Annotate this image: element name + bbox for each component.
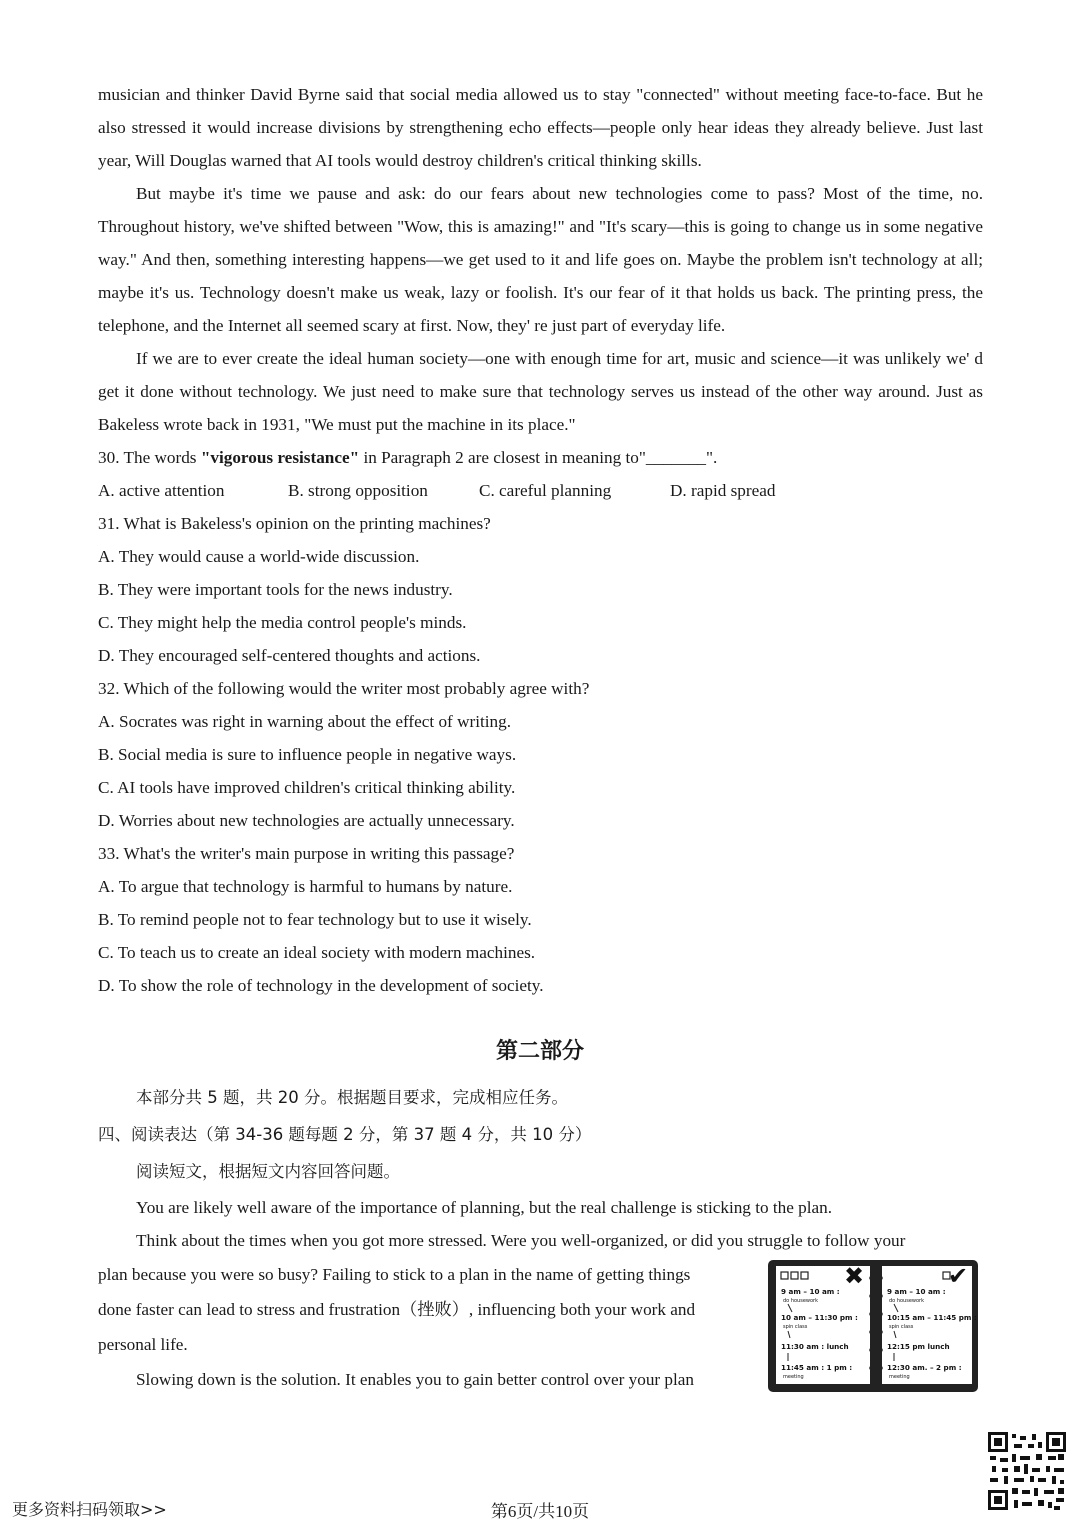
footer-promo-link[interactable]: 更多资料扫码领取>> — [12, 1500, 167, 1519]
left-time-2: 10 am – 11:30 pm : — [781, 1313, 858, 1322]
question-33-stem: 33. What's the writer's main purpose in writing this passage? — [98, 844, 515, 863]
question-30-option-a: A. active attention — [98, 481, 225, 500]
check-mark-icon: ✔ — [948, 1262, 969, 1290]
right-time-3: 12:15 pm lunch — [887, 1342, 950, 1351]
left-time-4: 11:45 am : 1 pm : — [781, 1363, 853, 1372]
question-33-option-a: A. To argue that technology is harmful to humans by nature. — [98, 877, 513, 896]
right-time-2: 10:15 am – 11:45 pm : — [887, 1313, 977, 1322]
question-30-bold-phrase: "vigorous resistance" — [200, 448, 360, 467]
question-30-prefix: 30. The words — [98, 448, 201, 467]
reading-instruction: 阅读短文，根据短文内容回答问题。 — [136, 1162, 400, 1181]
passage-paragraph-3: If we are to ever create the ideal human society—one with enough time for art, music and science—it was unlikely we' d get it done without technology. We just need to make sure that technology serves us instead of the other way around. Just as Bakeless wrote back in 1931, "We must put the machine in its place." — [98, 349, 983, 434]
question-30-stem — [98, 441, 983, 474]
right-time-4: 12:30 am. – 2 pm : — [887, 1363, 962, 1372]
question-32-option-d: D. Worries about new technologies are actually unnecessary. — [98, 811, 515, 830]
page-number: 第6页/共10页 — [490, 1502, 590, 1521]
question-30-option-b: B. strong opposition — [288, 481, 428, 500]
question-33-option-d: D. To show the role of technology in the development of society. — [98, 976, 544, 995]
question-30-option-c: C. careful planning — [479, 481, 612, 500]
question-32-option-a: A. Socrates was right in warning about the effect of writing. — [98, 712, 512, 731]
part-two-paragraph-2-line-2: plan because you were so busy? Failing to stick to a plan in the name of getting things — [98, 1265, 691, 1284]
right-note-2: spin class — [889, 1324, 914, 1330]
question-33-option-b: B. To remind people not to fear technology but to use it wisely. — [98, 910, 532, 929]
question-30-suffix: in Paragraph 2 are closest in meaning to"_______". — [359, 448, 718, 467]
left-note-4: meeting — [783, 1374, 804, 1380]
section-four-heading: 四、阅读表达（第 34-36 题每题 2 分，第 37 题 4 分，共 10 分） — [98, 1125, 592, 1144]
cross-mark-icon: ✖ — [844, 1262, 865, 1290]
question-33-option-c: C. To teach us to create an ideal society with modern machines. — [98, 943, 536, 962]
question-31-option-b: B. They were important tools for the news industry. — [98, 580, 453, 599]
right-note-1: do housework — [889, 1298, 924, 1304]
question-30-options — [98, 474, 983, 507]
reading-passage — [98, 78, 983, 1002]
passage-paragraph-2: But maybe it's time we pause and ask: do our fears about new technologies come to pass? Most of the time, no. Throughout history, we've shifted between "Wow, this is amazing!" and "It's scary—this is going to change us in some negative way." And then, something interesting happens—we get used to it and life goes on. Maybe the problem isn't technology at all; maybe it's us. Technology doesn't make us weak, lazy or foolish. It's our fear of it that holds us back. The printing press, the telephone, and the Internet all seemed scary at first. Now, they' re just part of everyday life. — [98, 184, 983, 335]
part-two-title: 第二部分 — [495, 1039, 584, 1064]
part-two-passage — [98, 1191, 983, 1257]
part-two-intro: 本部分共 5 题，共 20 分。根据题目要求，完成相应任务。 — [136, 1088, 568, 1107]
left-time-3: 11:30 am : lunch — [781, 1342, 849, 1351]
part-two-paragraph-1: You are likely well aware of the importance of planning, but the real challenge is sticking to the plan. — [136, 1198, 833, 1217]
left-note-1: do housework — [783, 1298, 818, 1304]
left-note-2: spin class — [783, 1324, 808, 1330]
passage-paragraph-1: musician and thinker David Byrne said that social media allowed us to stay "connected" without meeting face-to-face. But he also stressed it would increase divisions by strengthening echo effects—people only hear ideas they already believe. Just last year, Will Douglas warned that AI tools would destroy children's critical thinking skills. — [98, 85, 983, 170]
question-30-option-d: D. rapid spread — [670, 481, 776, 500]
question-32-stem: 32. Which of the following would the writer most probably agree with? — [98, 679, 590, 698]
question-31-option-a: A. They would cause a world-wide discussion. — [98, 547, 420, 566]
right-time-1: 9 am – 10 am : — [887, 1287, 946, 1296]
question-31-option-c: C. They might help the media control people's minds. — [98, 613, 467, 632]
question-32-option-b: B. Social media is sure to influence people in negative ways. — [98, 745, 517, 764]
question-31-stem: 31. What is Bakeless's opinion on the printing machines? — [98, 514, 491, 533]
left-time-1: 9 am – 10 am : — [781, 1287, 840, 1296]
question-32-option-c: C. AI tools have improved children's critical thinking ability. — [98, 778, 516, 797]
part-two-paragraph-2-wrapped — [98, 1257, 753, 1397]
part-two-paragraph-2-line-3: done faster can lead to stress and frustration（挫败）, influencing both your work and — [98, 1300, 696, 1319]
part-two-paragraph-2-line-1: Think about the times when you got more stressed. Were you well-organized, or did you struggle to follow your — [136, 1231, 906, 1250]
planner-illustration — [766, 1258, 980, 1394]
part-two-paragraph-2-line-4: personal life. — [98, 1335, 188, 1354]
part-two-paragraph-3: Slowing down is the solution. It enables you to gain better control over your plan — [136, 1370, 695, 1389]
right-note-4: meeting — [889, 1374, 910, 1380]
question-31-option-d: D. They encouraged self-centered thoughts and actions. — [98, 646, 481, 665]
